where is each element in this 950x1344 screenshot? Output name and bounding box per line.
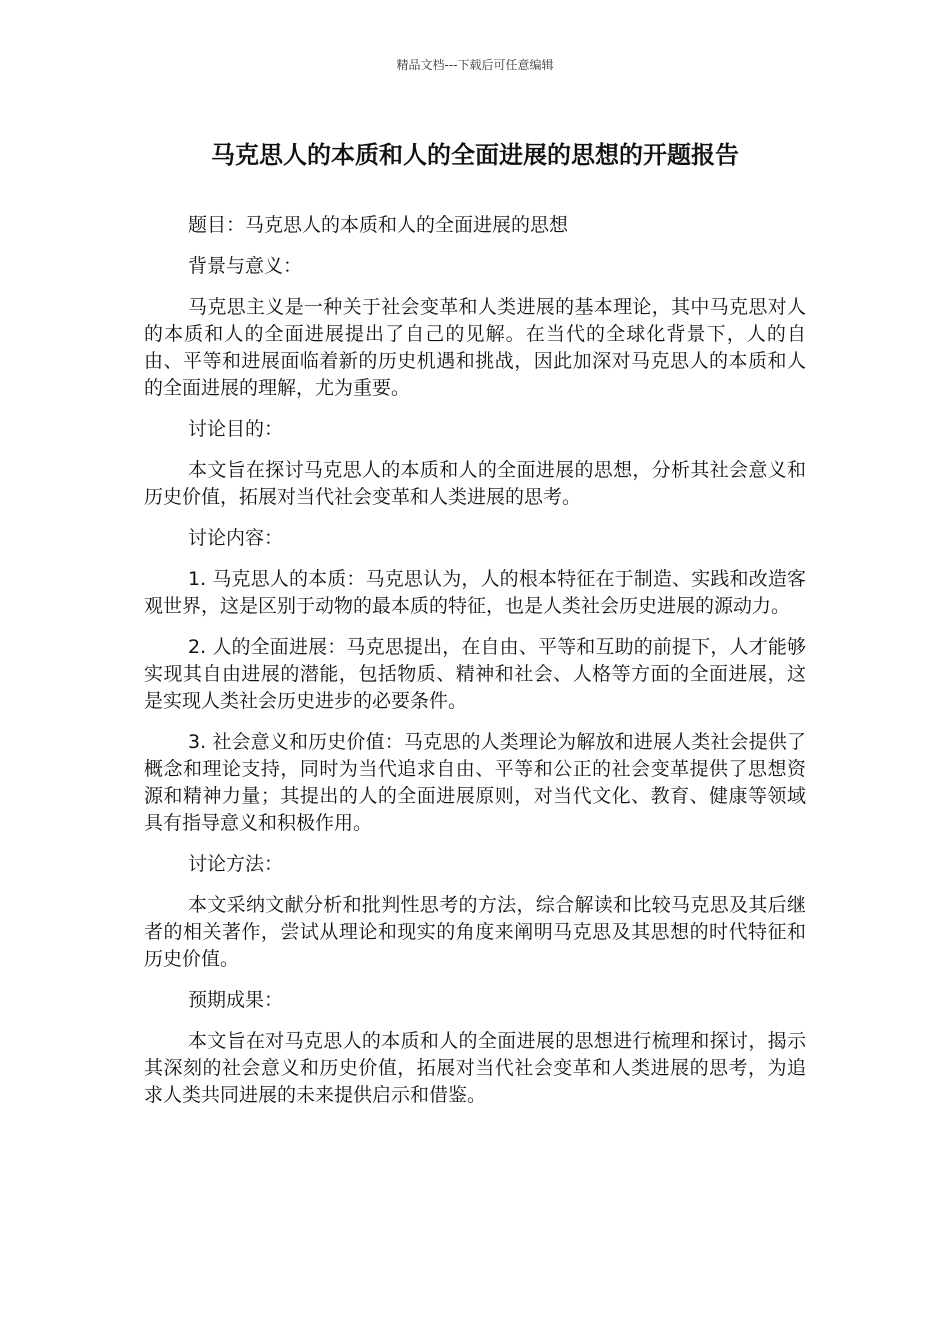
outcome-label: 预期成果： [188, 989, 284, 1011]
method-paragraph: 本文采纳文献分析和批判性思考的方法，综合解读和比较马克思及其后继者的相关著作，尝试从理论和现实的角度来阐明马克思及其思想的时代特征和历史价值。 [144, 894, 806, 970]
background-paragraph: 马克思主义是一种关于社会变革和人类进展的基本理论，其中马克思对人的本质和人的全面进展提出了自己的见解。在当代的全球化背景下，人的自由、平等和进展面临着新的历史机遇和挑战，因此加深对马克思人的本质和人的全面进展的理解，尤为重要。 [144, 296, 806, 399]
content-item-2: 2. 人的全面进展：马克思提出，在自由、平等和互助的前提下，人才能够实现其自由进展的潜能，包括物质、精神和社会、人格等方面的全面进展，这是实现人类社会历史进步的必要条件。 [144, 636, 806, 712]
header-note: 精品文档---下载后可任意编辑 [396, 58, 554, 72]
content-item-3: 3. 社会意义和历史价值：马克思的人类理论为解放和进展人类社会提供了概念和理论支持，同时为当代追求自由、平等和公正的社会变革提供了思想资源和精神力量；其提出的人的全面进展原则，对当代文化、教育、健康等领域具有指导意义和积极作用。 [144, 731, 806, 834]
document-body [144, 212, 806, 1123]
purpose-label: 讨论目的： [188, 418, 284, 440]
purpose-paragraph: 本文旨在探讨马克思人的本质和人的全面进展的思想，分析其社会意义和历史价值，拓展对当代社会变革和人类进展的思考。 [144, 459, 806, 508]
document-title: 马克思人的本质和人的全面进展的思想的开题报告 [211, 141, 739, 169]
outcome-paragraph: 本文旨在对马克思人的本质和人的全面进展的思想进行梳理和探讨，揭示其深刻的社会意义和历史价值，拓展对当代社会变革和人类进展的思考，为追求人类共同进展的未来提供启示和借鉴。 [144, 1030, 806, 1106]
method-label: 讨论方法： [188, 853, 284, 875]
background-label: 背景与意义： [188, 255, 303, 277]
topic-line: 题目：马克思人的本质和人的全面进展的思想 [188, 214, 569, 236]
content-item-1: 1. 马克思人的本质：马克思认为，人的根本特征在于制造、实践和改造客观世界，这是区别于动物的最本质的特征，也是人类社会历史进展的源动力。 [144, 568, 806, 617]
content-label: 讨论内容： [188, 527, 284, 549]
